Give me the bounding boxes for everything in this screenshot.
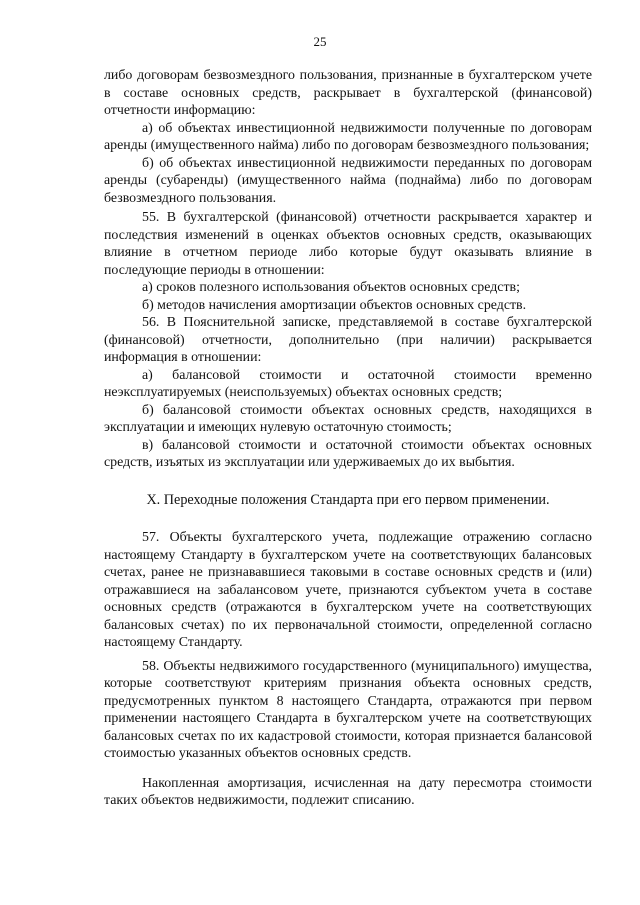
paragraph: а) об объектах инвестиционной недвижимости полученные по договорам аренды (имущественного найма) либо по договорам безвозмездного пользования; (104, 120, 592, 153)
paragraph: б) балансовой стоимости объектах основных средств, находящихся в эксплуатации и имеющих нулевую остаточную стоимость; (104, 402, 592, 435)
paragraph: б) методов начисления амортизации объектов основных средств. (142, 297, 527, 313)
paragraph: 58. Объекты недвижимого государственного (муниципального) имущества, которые соответствуют критериям признания объекта основных средств, предусмотренных пунктом 8 настоящего Стандарта, отражаются при первом применении настоящего Стандарта в бухгалтерском учете на соответствующих балансовых счетах по их кадастровой стоимости, которая признается балансовой стоимостью указанных объектов основных средств. (104, 658, 592, 761)
paragraph: Накопленная амортизация, исчисленная на дату пересмотра стоимости таких объектов недвижимости, подлежит списанию. (104, 775, 592, 808)
paragraph: 55. В бухгалтерской (финансовой) отчетности раскрывается характер и последствия изменений в оценках объектов основных средств, оказывающих влияние в отчетном периоде либо которые будут оказывать влияние в последующие периоды в отношении: (104, 210, 592, 278)
paragraph: в) балансовой стоимости и остаточной стоимости объектах основных средств, изъятых из эксплуатации или удерживаемых до их выбытия. (104, 437, 592, 470)
paragraph: а) балансовой стоимости и остаточной стоимости временно неэксплуатируемых (неиспользуемых) объектах основных средств; (104, 367, 592, 400)
section-heading: X. Переходные положения Стандарта при его первом применении. (146, 491, 550, 508)
document-body (104, 67, 592, 810)
paragraphs-after-section (104, 529, 592, 810)
paragraph: 57. Объекты бухгалтерского учета, подлежащие отражению согласно настоящему Стандарту в бухгалтерском учете на соответствующих балансовых счетах, ранее не признававшиеся таковыми в составе основных средств и (или) отражавшиеся на забалансовом учете, признаются субъектом учета в составе основных средств (отражаются в бухгалтерском учете на соответствующих балансовых счетах) по их первоначальной стоимости, определенной согласно настоящему Стандарту. (104, 530, 592, 650)
page-number: 25 (313, 34, 327, 49)
paragraph: либо договорам безвозмездного пользования, признанные в бухгалтерском учете в составе основных средств, раскрывает в бухгалтерской (финансовой) отчетности информацию: (104, 68, 592, 118)
paragraph: б) об объектах инвестиционной недвижимости переданных по договорам аренды (субаренды) (имущественного найма (поднайма) либо по договорам безвозмездного пользования. (104, 155, 592, 206)
paragraphs-before-section (104, 67, 592, 472)
paragraph: а) сроков полезного использования объектов основных средств; (142, 280, 520, 295)
paragraph: 56. В Пояснительной записке, представляемой в составе бухгалтерской (финансовой) отчетности, дополнительно (при наличии) раскрывается информация в отношении: (104, 315, 592, 365)
